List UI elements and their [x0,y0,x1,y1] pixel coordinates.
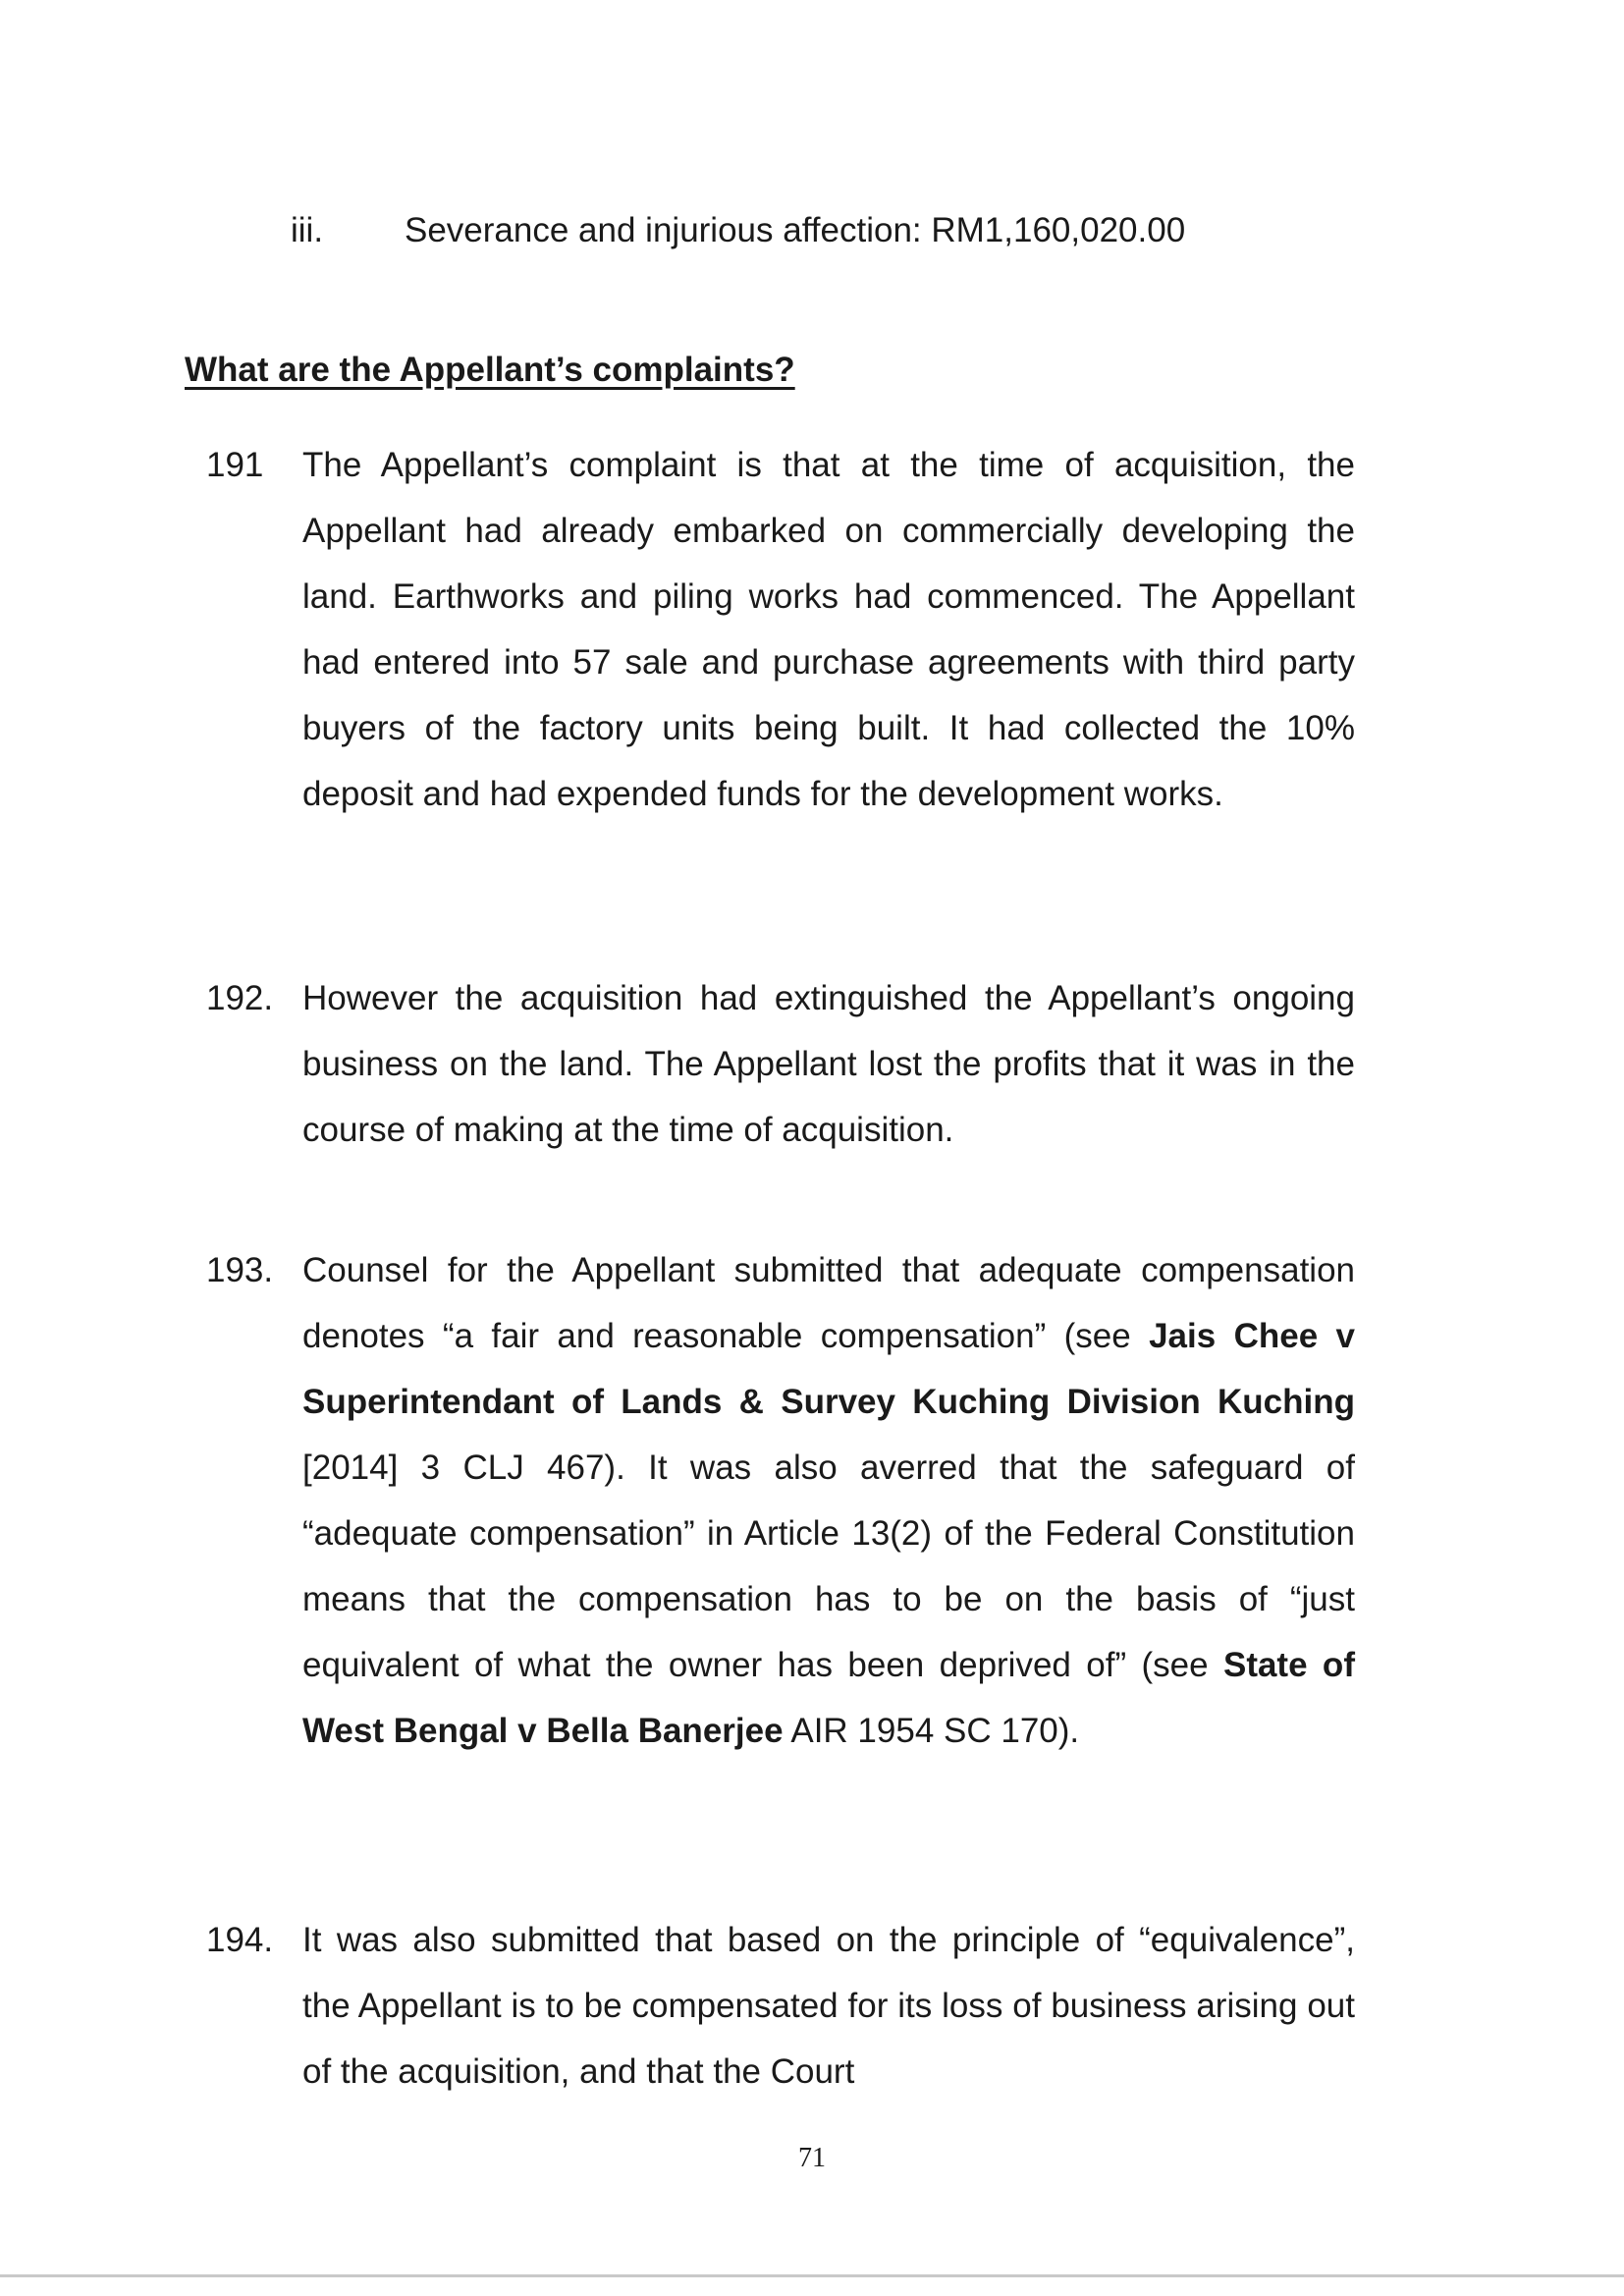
paragraph-193 [206,1237,1355,1764]
paragraph-text-part: AIR 1954 SC 170). [783,1712,1080,1750]
case-citation: Jais Chee v Superintendant of Lands & Survey Kuching Division Kuching [302,1317,1355,1421]
paragraph-191 [206,432,1355,827]
paragraph-number: 193. [206,1251,274,1289]
list-marker: iii. [291,211,324,249]
paragraph-text: The Appellant’s complaint is that at the time of acquisition, the Appellant had already embarked on commercially developing the land. Earthworks and piling works had commenced. The Appellant had entered into 57 sale and purchase agreements with third party buyers of the factory units being built. It had collected the 10% deposit and had expended funds for the development works. [302,446,1355,813]
paragraph-number: 194. [206,1921,274,1959]
paragraph-text: It was also submitted that based on the principle of “equivalence”, the Appellant is to be compensated for its loss of business arising out of the acquisition, and that the Court [302,1921,1355,2091]
paragraph-194 [206,1907,1355,2105]
paragraph-number: 191 [206,446,264,484]
paragraph-text-part: Counsel for the Appellant submitted that adequate compensation denotes “a fair and reasonable compensation” (see [302,1251,1355,1355]
paragraph-text-part: [2014] 3 CLJ 467). It was also averred that the safeguard of “adequate compensation” in Article 13(2) of the Federal Constitution means that the compensation has to be on the basis of “just equivalent of what the owner has been deprived of” (see [302,1449,1355,1684]
list-item-iii [291,206,1185,255]
paragraph-text: However the acquisition had extinguished the Appellant’s ongoing business on the land. The Appellant lost the profits that it was in the course of making at the time of acquisition. [302,979,1355,1149]
paragraph-number: 192. [206,979,274,1017]
paragraph-192 [206,965,1355,1163]
page-number: 71 [798,2143,826,2173]
section-heading: What are the Appellant’s complaints? [185,351,795,389]
list-item-text: Severance and injurious affection: RM1,160,020.00 [405,211,1186,249]
case-citation: State of West Bengal v Bella Banerjee [302,1646,1355,1750]
scan-edge-divider [0,2274,1624,2277]
